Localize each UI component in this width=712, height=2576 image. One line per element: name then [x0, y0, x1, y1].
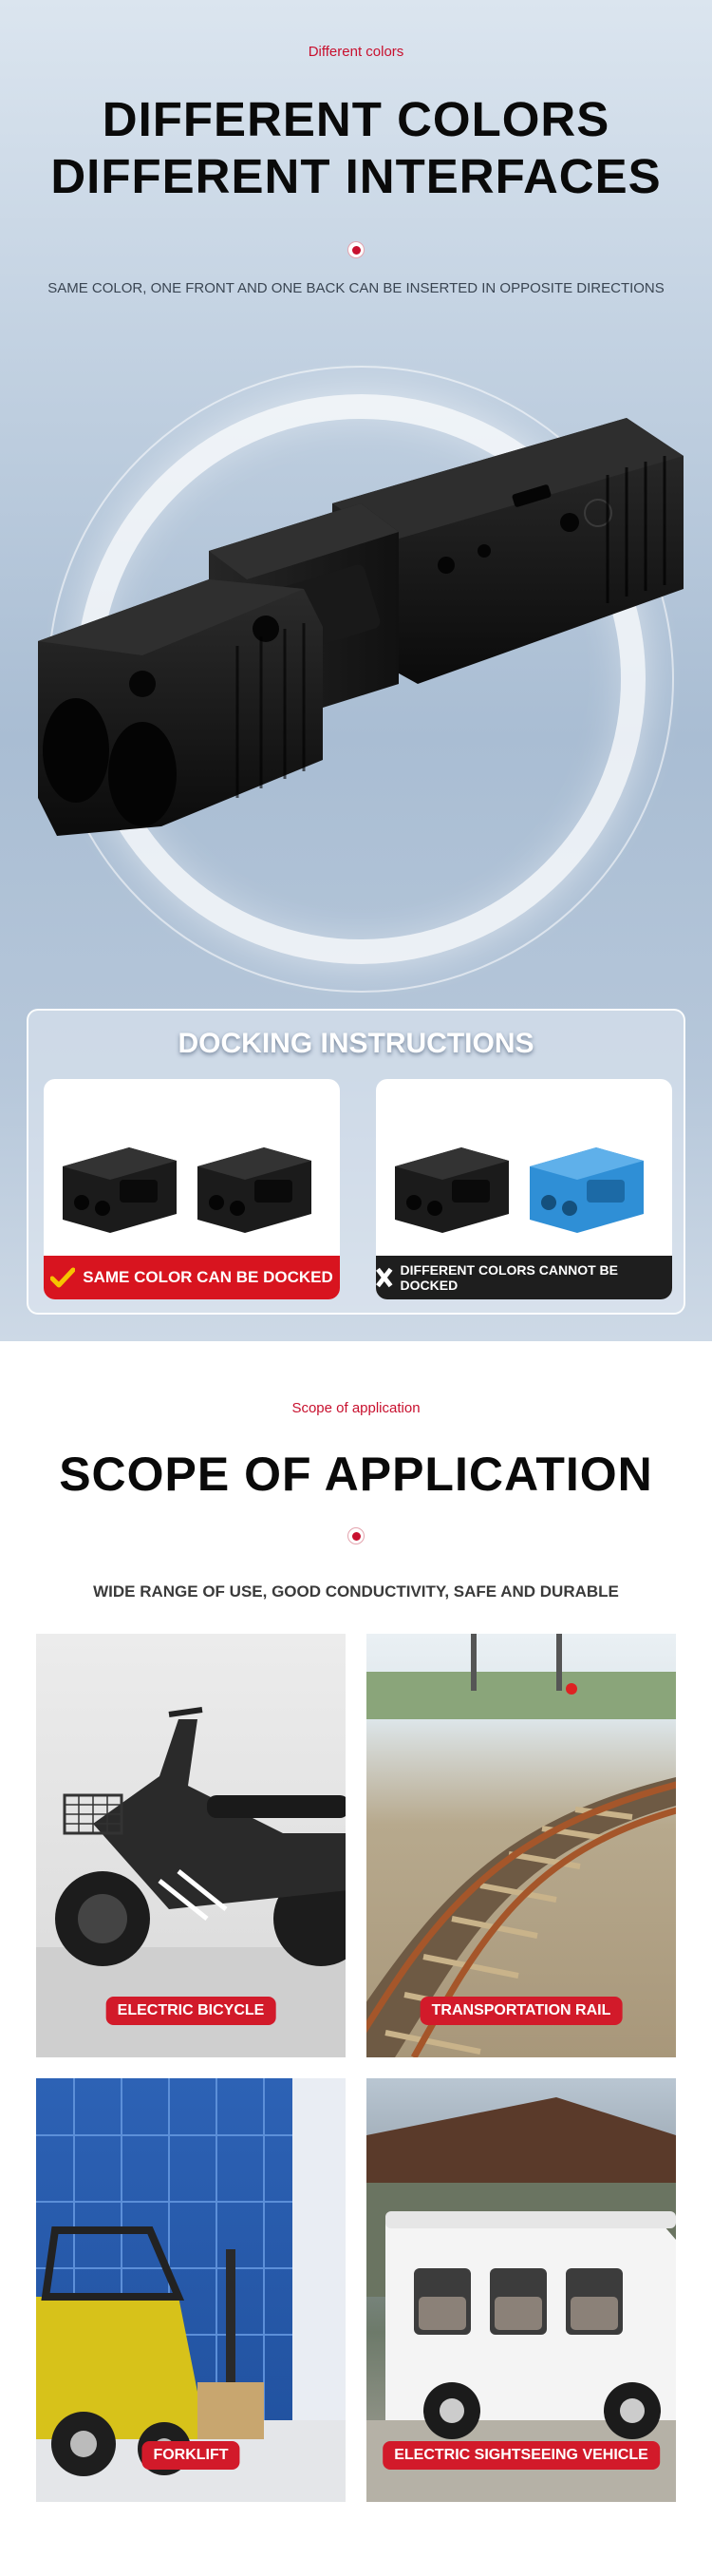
label-transportation-rail: TRANSPORTATION RAIL — [421, 1997, 623, 2025]
red-dot-divider — [347, 241, 365, 258]
scope-subtitle: WIDE RANGE OF USE, GOOD CONDUCTIVITY, SAFE AND DURABLE — [93, 1582, 619, 1601]
photo-electric-sightseeing-vehicle — [366, 2078, 676, 2502]
check-icon — [50, 1267, 75, 1288]
section-subtitle: SAME COLOR, ONE FRONT AND ONE BACK CAN BE INSERTED IN OPPOSITE DIRECTIONS — [47, 280, 665, 296]
same-color-label: SAME COLOR CAN BE DOCKED — [83, 1268, 333, 1286]
scope-title: SCOPE OF APPLICATION — [59, 1448, 653, 1501]
photo-transportation-rail — [366, 1634, 676, 2057]
card-same-color — [44, 1079, 340, 1299]
label-electric-sightseeing-vehicle: ELECTRIC SIGHTSEEING VEHICLE — [383, 2441, 660, 2470]
title-line-1: DIFFERENT COLORS — [102, 92, 610, 146]
connector-hero-image — [19, 399, 693, 893]
red-dot-divider-2 — [347, 1527, 365, 1544]
photo-forklift — [36, 2078, 346, 2502]
connector-pair-black-blue-image — [389, 1108, 659, 1241]
title-line-2: DIFFERENT INTERFACES — [50, 149, 662, 203]
section-scope-of-application — [0, 1341, 712, 2576]
transportation-rail-image — [366, 1634, 676, 2057]
docking-title: DOCKING INSTRUCTIONS — [178, 1028, 534, 1059]
electric-bicycle-image — [36, 1634, 346, 2057]
docking-instructions-panel — [27, 1009, 685, 1315]
different-colors-label: DIFFERENT COLORS CANNOT BE DOCKED — [400, 1262, 618, 1293]
card-different-colors — [376, 1079, 672, 1299]
electric-sightseeing-vehicle-image — [366, 2078, 676, 2502]
label-electric-bicycle: ELECTRIC BICYCLE — [106, 1997, 276, 2025]
forklift-image — [36, 2078, 346, 2502]
photo-electric-bicycle — [36, 1634, 346, 2057]
same-color-bar — [44, 1256, 340, 1299]
x-icon — [376, 1267, 393, 1288]
section-kicker-2: Scope of application — [291, 1400, 421, 1416]
different-colors-bar — [376, 1256, 672, 1299]
connector-pair-black-image — [57, 1108, 327, 1241]
label-forklift: FORKLIFT — [141, 2441, 239, 2470]
section-kicker: Different colors — [308, 44, 404, 60]
